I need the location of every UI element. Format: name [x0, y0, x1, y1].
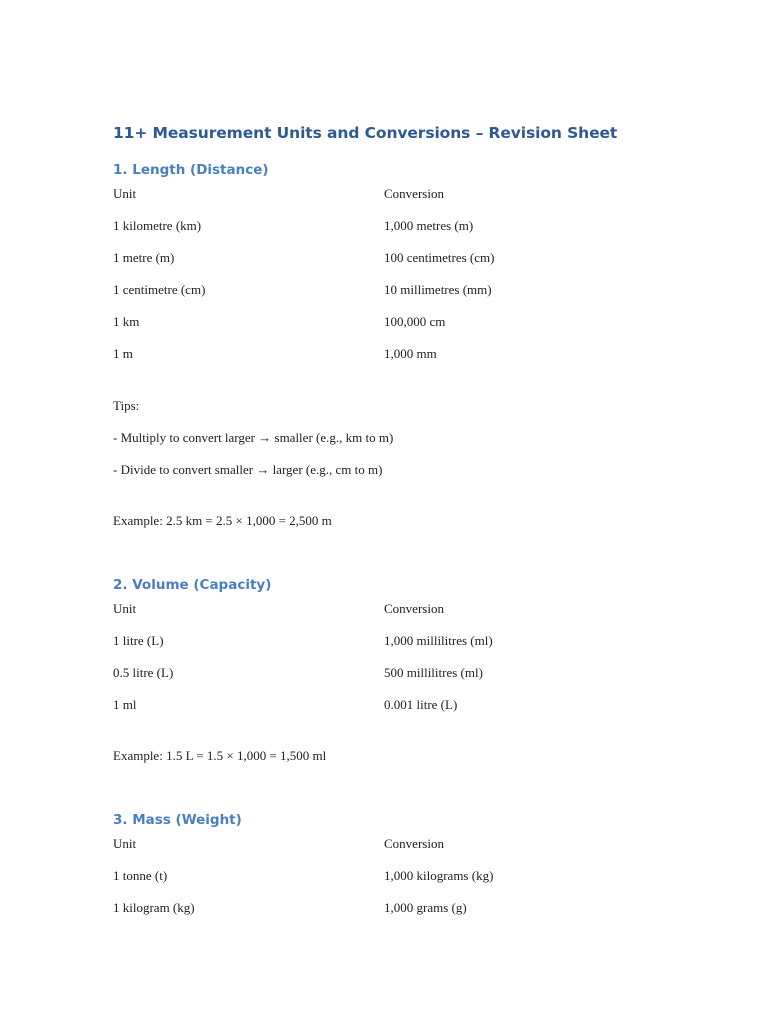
- example-volume: Example: 1.5 L = 1.5 × 1,000 = 1,500 ml: [113, 748, 327, 763]
- conversion-cell: 0.001 litre (L): [384, 697, 458, 712]
- conversion-cell: 500 millilitres (ml): [384, 665, 483, 680]
- unit-cell: 1 km: [113, 314, 140, 329]
- column-header-conversion: Conversion: [384, 836, 444, 851]
- conversion-cell: 1,000 millilitres (ml): [384, 633, 493, 648]
- unit-cell: 1 kilogram (kg): [113, 900, 195, 915]
- column-header-conversion: Conversion: [384, 601, 444, 616]
- conversion-cell: 1,000 mm: [384, 346, 437, 361]
- example-length: Example: 2.5 km = 2.5 × 1,000 = 2,500 m: [113, 513, 332, 528]
- unit-cell: 1 litre (L): [113, 633, 164, 648]
- unit-cell: 1 kilometre (km): [113, 218, 202, 233]
- conversion-cell: 1,000 kilograms (kg): [384, 868, 494, 883]
- table-row: [113, 312, 713, 332]
- table-row: [113, 216, 713, 236]
- column-header-unit: Unit: [113, 836, 137, 851]
- unit-cell: 1 ml: [113, 697, 137, 712]
- table-row: [113, 695, 713, 715]
- column-header-unit: Unit: [113, 601, 137, 616]
- unit-cell: 1 tonne (t): [113, 868, 168, 883]
- document-title: 11+ Measurement Units and Conversions – Revision Sheet: [113, 124, 618, 142]
- unit-cell: 1 m: [113, 346, 133, 361]
- unit-cell: 1 centimetre (cm): [113, 282, 206, 297]
- table-row: [113, 631, 713, 651]
- unit-cell: 1 metre (m): [113, 250, 175, 265]
- table-row: [113, 663, 713, 683]
- tips-label: Tips:: [113, 398, 140, 413]
- table-row: [113, 280, 713, 300]
- section-heading-volume: 2. Volume (Capacity): [113, 577, 272, 593]
- conversion-cell: 100,000 cm: [384, 314, 446, 329]
- section-heading-length: 1. Length (Distance): [113, 162, 269, 178]
- table-header-row: [113, 834, 713, 854]
- conversion-cell: 100 centimetres (cm): [384, 250, 495, 265]
- table-row: [113, 898, 713, 918]
- conversion-cell: 10 millimetres (mm): [384, 282, 492, 297]
- conversion-cell: 1,000 grams (g): [384, 900, 467, 915]
- tip-item: - Multiply to convert larger → smaller (e.g., km to m): [113, 430, 394, 445]
- table-row: [113, 866, 713, 886]
- column-header-conversion: Conversion: [384, 186, 444, 201]
- table-row: [113, 344, 713, 364]
- table-header-row: [113, 184, 713, 204]
- column-header-unit: Unit: [113, 186, 137, 201]
- unit-cell: 0.5 litre (L): [113, 665, 174, 680]
- document-page: [113, 0, 713, 1024]
- tip-item: - Divide to convert smaller → larger (e.g., cm to m): [113, 462, 383, 477]
- section-heading-mass: 3. Mass (Weight): [113, 812, 242, 828]
- conversion-cell: 1,000 metres (m): [384, 218, 474, 233]
- table-header-row: [113, 599, 713, 619]
- table-row: [113, 248, 713, 268]
